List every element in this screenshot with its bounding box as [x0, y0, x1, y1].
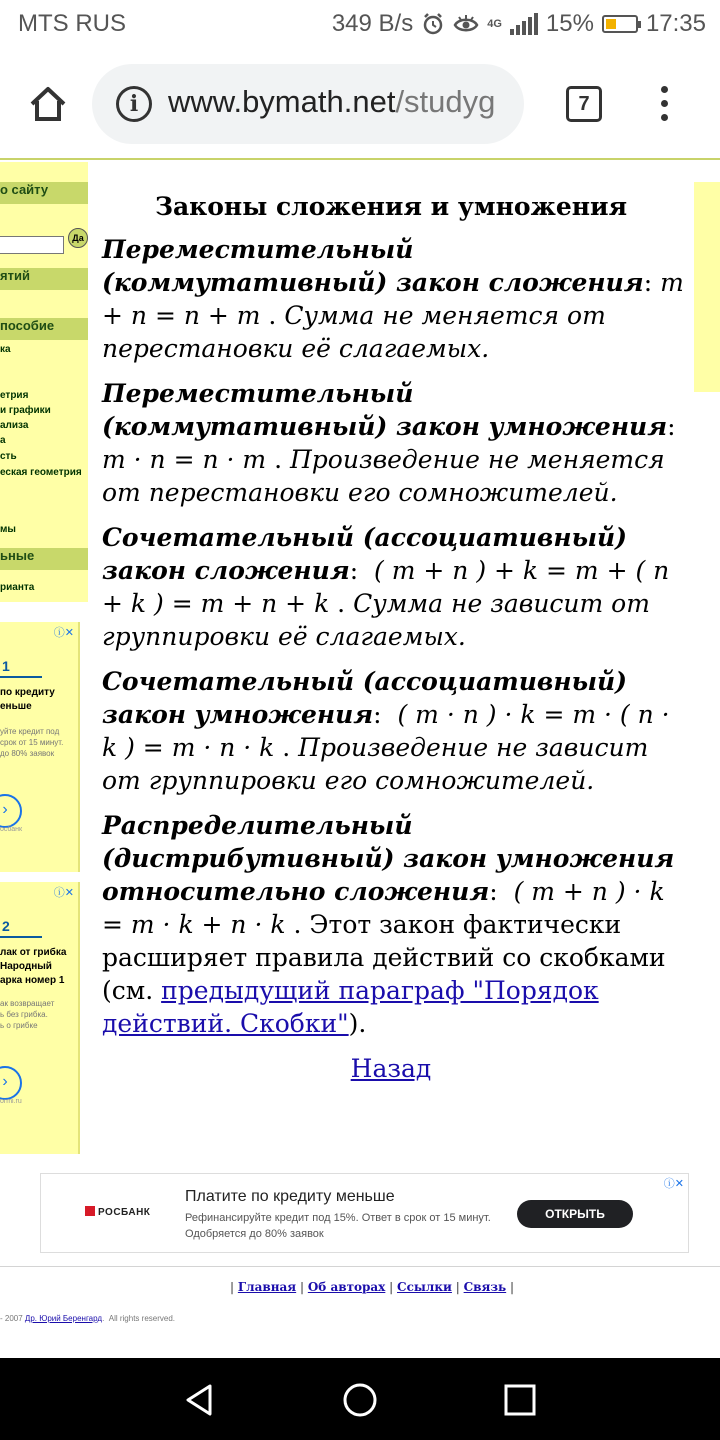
law-paragraph: Сочетательный (ассоциативный) закон сложения: ( m + n ) + k = m + ( n + k ) = m + n + k . Сумма не зависит от группировки её слагаемых.	[102, 523, 670, 651]
ad-choices-icon[interactable]: ⓘ✕	[663, 1178, 684, 1190]
ad-title-line: по кредиту	[0, 687, 55, 698]
home-circle-icon[interactable]	[340, 1380, 380, 1420]
ad-description-line: ь о грибке	[0, 1021, 38, 1030]
rights-text: All rights reserved.	[108, 1314, 175, 1323]
footer-link-authors[interactable]: Об авторах	[307, 1280, 386, 1294]
law-name: Переместительный (коммутативный) закон сложения	[102, 235, 644, 297]
ad-number: 2	[2, 918, 10, 934]
alarm-icon	[421, 12, 445, 36]
ad-source: осбанк	[0, 826, 23, 833]
sidebar-search-button[interactable]: Да	[68, 228, 88, 248]
back-icon[interactable]	[180, 1380, 220, 1420]
law-remark: Произведение не зависит от группировки его сомножителей.	[102, 733, 649, 795]
law-name: Распределительный (дистрибутивный) закон умножения относительно сложения	[102, 811, 675, 906]
footer-link-contact[interactable]: Связь	[463, 1280, 507, 1294]
side-ad[interactable]	[0, 622, 80, 872]
ad-go-icon[interactable]: ›	[0, 794, 22, 828]
advertiser-name: РОСБАНК	[98, 1207, 151, 1218]
law-formula: ( m + n ) + k = m + ( n + k ) = m + n + k	[102, 556, 670, 618]
sidebar-heading: ятий	[0, 268, 88, 290]
footer-link-home[interactable]: Главная	[237, 1280, 297, 1294]
status-icons	[332, 10, 706, 38]
back-link[interactable]: Назад	[350, 1054, 432, 1083]
ad-open-button[interactable]: ОТКРЫТЬ	[517, 1200, 633, 1228]
law-remark: Произведение не меняется от перестановки его сомножителей.	[102, 445, 665, 507]
ad-title-line: арка номер 1	[0, 975, 65, 986]
sidebar-item[interactable]: сть	[0, 451, 17, 462]
law-formula: m + n = n + m	[102, 268, 684, 330]
sidebar-item[interactable]: еская геометрия	[0, 467, 82, 478]
sidebar-heading: о сайту	[0, 182, 88, 204]
network-type: 4G	[487, 18, 502, 30]
sidebar-item[interactable]: ализа	[0, 420, 29, 431]
carrier-name: MTS RUS	[18, 10, 126, 37]
law-paragraph: Переместительный (коммутативный) закон сложения: m + n = n + m . Сумма не меняется от перестановки её слагаемых.	[102, 235, 684, 363]
footer-nav: | Главная | Об авторах | Ссылки | Связь |	[230, 1280, 515, 1294]
ad-description-line: уйте кредит под	[0, 727, 60, 736]
url-path: /studyg	[395, 84, 496, 119]
sidebar-item[interactable]: етрия	[0, 390, 29, 401]
previous-section-link[interactable]: предыдущий параграф "Порядок действий. Скобки"	[102, 976, 599, 1038]
battery-percent: 15%	[545, 10, 594, 37]
ad-title: Платите по кредиту меньше	[185, 1188, 395, 1205]
ad-description-line: до 80% заявок	[0, 749, 55, 758]
law-remark: Сумма не зависит от группировки её слагаемых.	[102, 589, 650, 651]
law-formula: ( m + n ) · k = m · k + n · k	[102, 877, 665, 939]
ad-number: 1	[2, 658, 10, 674]
signal-icon	[510, 13, 538, 35]
bottom-ad-banner[interactable]	[40, 1173, 689, 1253]
tab-switcher-icon[interactable]: 7	[566, 86, 602, 122]
home-icon[interactable]	[26, 82, 70, 126]
clock: 17:35	[645, 10, 706, 37]
ad-choices-icon[interactable]: ⓘ✕	[53, 887, 74, 899]
ad-description: Рефинансируйте кредит под 15%. Ответ в срок от 15 минут. Одобряется до 80% заявок	[185, 1212, 491, 1240]
right-sidebar-strip	[694, 182, 720, 392]
ad-go-icon[interactable]: ›	[0, 1066, 22, 1100]
ad-description-line: срок от 15 минут.	[0, 738, 64, 747]
author-link[interactable]: Др. Юрий Беренгард	[24, 1314, 103, 1323]
net-speed: 349 B/s	[331, 10, 414, 37]
copyright: - 2007 Др. Юрий Беренгард. All rights reserved.	[0, 1314, 175, 1323]
ad-source: ormi.ru	[0, 1098, 22, 1105]
sidebar-item[interactable]: мы	[0, 524, 16, 535]
law-text: Этот закон фактически расширяет правила действий со скобками (см.	[102, 910, 666, 1005]
law-formula: ( m · n ) · k = m · ( n · k ) = m · n · k	[102, 700, 670, 762]
footer-divider	[0, 1266, 720, 1267]
sidebar-heading: пособие	[0, 318, 88, 340]
sidebar-item[interactable]: а	[0, 435, 6, 446]
url-host: www.bymath.net	[168, 84, 396, 119]
battery-icon	[602, 15, 638, 33]
recents-icon[interactable]	[500, 1380, 540, 1420]
ad-description-line: ь без грибка.	[0, 1010, 48, 1019]
sidebar-item[interactable]: и графики	[0, 405, 51, 416]
sidebar-search-input[interactable]	[0, 236, 64, 254]
browser-toolbar	[0, 52, 720, 160]
article-title: Законы сложения и умножения	[154, 192, 628, 221]
ad-divider	[0, 676, 42, 678]
more-menu-icon[interactable]	[652, 86, 676, 126]
ad-title-line: еньше	[0, 701, 32, 712]
copyright-years: - 2007	[0, 1314, 23, 1323]
advertiser-logo	[85, 1206, 150, 1218]
eye-comfort-icon	[453, 13, 479, 35]
law-remark: Сумма не меняется от перестановки её слагаемых.	[102, 301, 606, 363]
law-name: Сочетательный (ассоциативный) закон умножения	[102, 667, 628, 729]
ad-description-line: ак возвращает	[0, 999, 55, 1008]
ad-choices-icon[interactable]: ⓘ✕	[53, 627, 74, 639]
sidebar-item[interactable]: ка	[0, 344, 11, 355]
law-paragraph: Сочетательный (ассоциативный) закон умножения: ( m · n ) · k = m · ( n · k ) = m · n · k . Произведение не зависит от группировки его сомножителей.	[102, 667, 670, 795]
side-ad[interactable]	[0, 882, 80, 1154]
status-bar	[0, 0, 720, 52]
law-paragraph: Переместительный (коммутативный) закон умножения: m · n = n · m . Произведение не меняется от перестановки его сомножителей.	[102, 379, 684, 507]
url-text[interactable]	[168, 84, 508, 120]
law-formula: m · n = n · m	[102, 445, 267, 474]
footer-link-links[interactable]: Ссылки	[397, 1280, 452, 1294]
site-sidebar	[0, 162, 88, 602]
system-nav-bar	[0, 1358, 720, 1440]
ad-title-line: лак от грибка	[0, 947, 67, 958]
article	[96, 190, 686, 1085]
info-icon[interactable]: i	[116, 86, 152, 122]
law-name: Сочетательный (ассоциативный) закон сложения	[102, 523, 628, 585]
sidebar-item[interactable]: рианта	[0, 582, 35, 593]
law-paragraph: Распределительный (дистрибутивный) закон умножения относительно сложения: ( m + n ) · k = m · k + n · k . Этот закон фактически расширяет правила действий со скобками (см. предыдущий параграф "Порядок действий. Скобки").	[102, 811, 675, 1038]
law-name: Переместительный (коммутативный) закон умножения	[102, 379, 668, 441]
sidebar-heading: ьные	[0, 548, 88, 570]
law-text-tail: ).	[348, 1009, 367, 1038]
ad-divider	[0, 936, 42, 938]
ad-title-line: Народный	[0, 961, 52, 972]
address-bar[interactable]	[92, 64, 524, 144]
